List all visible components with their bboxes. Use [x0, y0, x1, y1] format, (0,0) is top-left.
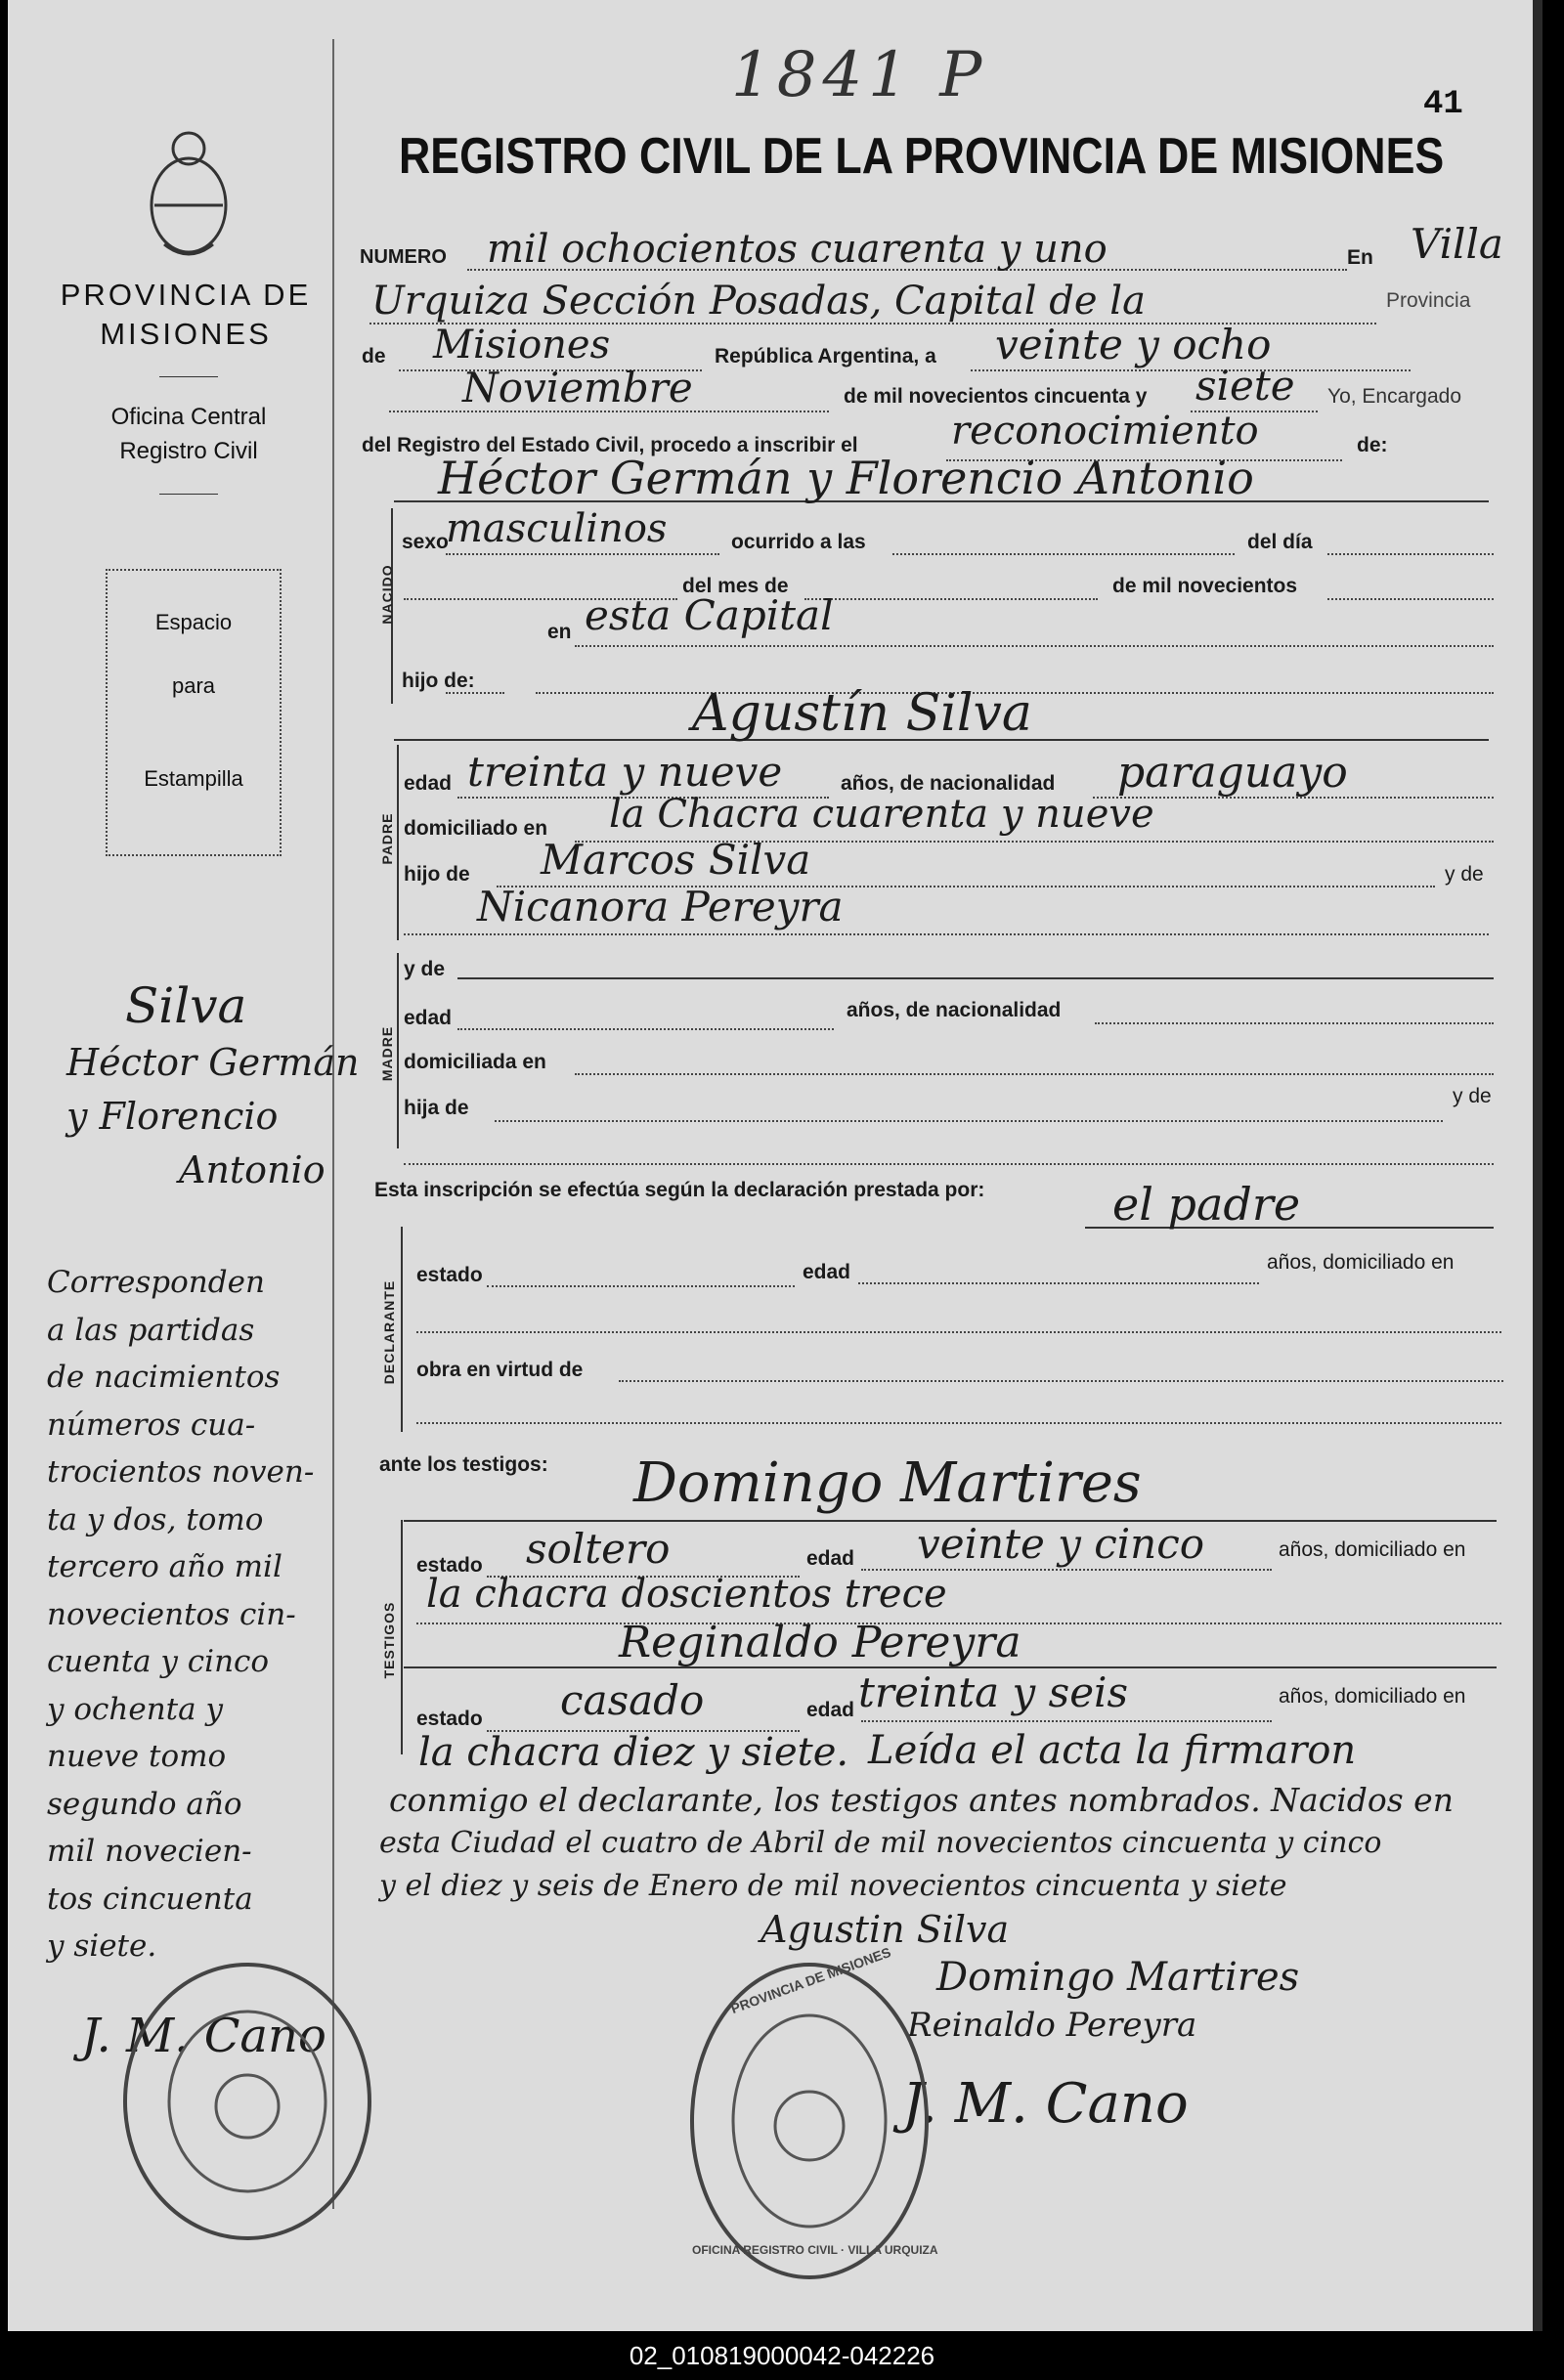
dotted-line — [892, 553, 1235, 555]
section-padre-label: PADRE — [379, 812, 395, 865]
hijo-de-label: hijo de: — [402, 670, 475, 692]
dotted-line — [487, 1285, 795, 1287]
anio-value: siete — [1195, 362, 1295, 410]
edad-label: edad — [404, 772, 453, 795]
obra-label: obra en virtud de — [416, 1359, 584, 1381]
province-label: PROVINCIA DE MISIONES — [60, 278, 312, 351]
lugar-nac-value: esta Capital — [585, 591, 834, 639]
de-mil-nov-label: de mil novecientos — [1112, 575, 1298, 597]
mes-value: Noviembre — [462, 364, 693, 411]
dotted-line — [404, 1163, 1494, 1165]
margin-note-line: cuenta y cinco — [47, 1644, 270, 1679]
hijo-de2-label: hijo de — [404, 863, 470, 886]
acto-value: reconocimiento — [951, 409, 1259, 454]
nombre-value: Héctor Germán y Florencio Antonio — [438, 452, 1254, 504]
archive-number: 1841 P — [731, 39, 988, 111]
cierre-line-4: y el diez y seis de Enero de mil novecientos cincuenta y siete — [379, 1869, 1287, 1903]
testigo2-edad-value: treinta y seis — [858, 1668, 1129, 1716]
section-testigos-label: TESTIGOS — [381, 1601, 397, 1679]
cierre-line-2: conmigo el declarante, los testigos antes nombrados. Nacidos en — [389, 1781, 1454, 1819]
coat-of-arms-icon — [135, 127, 242, 264]
en-label: En — [1347, 246, 1373, 269]
estado-label: estado — [416, 1264, 483, 1286]
cierre-line-3: esta Ciudad el cuatro de Abril de mil novecientos cincuenta y cinco — [379, 1826, 1382, 1860]
margin-note-line: mil novecien- — [47, 1834, 252, 1869]
sexo-value: masculinos — [446, 506, 668, 551]
page-number: 41 — [1423, 86, 1463, 123]
dotted-line — [804, 598, 1098, 600]
madre-edad-label: edad — [404, 1007, 453, 1029]
del-registro-label: del Registro del Estado Civil, procedo a inscribir el — [362, 434, 858, 456]
divider — [159, 376, 218, 377]
de-colon-label: de: — [1357, 434, 1388, 456]
padre-hijo-de-value: Marcos Silva — [541, 836, 811, 884]
dotted-line — [575, 645, 1494, 647]
divider — [159, 494, 218, 495]
document-code: 02_010819000042-042226 — [0, 2331, 1564, 2380]
padre-madre-value: Nicanora Pereyra — [477, 883, 844, 930]
t1-estado-label: estado — [416, 1554, 483, 1577]
declarante-value: el padre — [1112, 1178, 1301, 1231]
section-declarante-label: DECLARANTE — [381, 1279, 397, 1385]
republica-label: República Argentina, a — [715, 345, 936, 368]
firma-padre: Agustin Silva — [760, 1908, 1010, 1951]
testigo1-dom-value: la chacra doscientos trece — [426, 1572, 947, 1617]
t2-anos-domiciliado-label: años, domiciliado en — [1279, 1685, 1466, 1708]
yo-encargado-label: Yo, Encargado — [1327, 385, 1462, 408]
padre-dom-value: la Chacra cuarenta y nueve — [609, 792, 1154, 837]
testigo1-estado-value: soltero — [526, 1525, 671, 1573]
lugar-value-2: Urquiza Sección Posadas, Capital de la — [371, 279, 1146, 324]
document-page — [8, 0, 1542, 2331]
margin-note-line: tos cincuenta — [47, 1881, 253, 1917]
dotted-line — [575, 1073, 1494, 1075]
margin-note-line: ta y dos, tomo — [47, 1501, 264, 1537]
margin-note-line: tercero año mil — [47, 1549, 282, 1584]
margin-note-line: y ochenta y — [47, 1691, 223, 1727]
firma-testigo2: Reinaldo Pereyra — [907, 2006, 1197, 2045]
testigo1-edad-value: veinte y cinco — [917, 1520, 1205, 1568]
dotted-line — [446, 692, 504, 694]
official-seal-left-icon — [115, 1955, 379, 2248]
ocurrido-label: ocurrido a las — [731, 531, 866, 553]
provincia-label: Provincia — [1386, 289, 1471, 312]
numero-label: NUMERO — [360, 246, 447, 268]
margin-note-line: de nacimientos — [47, 1360, 281, 1395]
testigo2-estado-value: casado — [560, 1676, 705, 1724]
testigo1-value: Domingo Martires — [633, 1451, 1142, 1515]
decl-anos-domiciliado-label: años, domiciliado en — [1267, 1251, 1455, 1274]
margin-name-line: Antonio — [179, 1148, 326, 1191]
numero-value: mil ochocientos cuarenta y uno — [487, 227, 1108, 272]
inscripcion-label: Esta inscripción se efectúa según la declaración prestada por: — [374, 1179, 985, 1201]
section-madre-label: MADRE — [379, 1025, 395, 1082]
t1-anos-domiciliado-label: años, domiciliado en — [1279, 1538, 1466, 1561]
dotted-line — [495, 1120, 1443, 1122]
padre-nac-value: paraguayo — [1117, 748, 1348, 798]
t2-estado-label: estado — [416, 1708, 483, 1730]
madre-y-de-label: y de — [404, 958, 446, 980]
dotted-line — [457, 1028, 834, 1030]
margin-surname: Silva — [125, 977, 247, 1034]
del-dia-label: del día — [1247, 531, 1313, 553]
divider — [397, 953, 399, 1148]
lugar-value: Villa — [1411, 220, 1503, 268]
domiciliado-en-label: domiciliado en — [404, 817, 548, 840]
stamp-box-line: Estampilla — [144, 766, 243, 791]
seal-text-bottom: OFICINA REGISTRO CIVIL · VILLA URQUIZA — [692, 2243, 938, 2257]
dotted-line — [416, 1422, 1501, 1424]
testigo2-value: Reginaldo Pereyra — [619, 1618, 1021, 1667]
padre-edad-value: treinta y nueve — [467, 748, 783, 796]
dotted-line — [404, 933, 1489, 935]
office-line2: Registro Civil — [119, 438, 258, 464]
madre-y-de-2-label: y de — [1453, 1085, 1492, 1107]
sexo-label: sexo — [402, 531, 449, 553]
margin-note-line: nueve tomo — [47, 1739, 227, 1774]
cierre-line-1: Leída el acta la firmaron — [868, 1728, 1357, 1773]
margin-note — [47, 1259, 340, 1970]
y-de-label: y de — [1445, 863, 1484, 886]
office-line1: Oficina Central — [110, 404, 267, 430]
section-nacido-label: NACIDO — [379, 564, 395, 625]
firma-oficial-right: J. M. Cano — [902, 2072, 1189, 2136]
dotted-line — [858, 1282, 1259, 1284]
padre-nombre-value: Agustín Silva — [692, 684, 1032, 743]
dotted-line — [1327, 598, 1494, 600]
madre-anos-nac-label: años, de nacionalidad — [847, 999, 1062, 1021]
del-mes-label: del mes de — [682, 575, 789, 597]
dotted-line — [861, 1720, 1272, 1722]
margin-name-line: y Florencio — [66, 1095, 279, 1138]
page-title: REGISTRO CIVIL DE LA PROVINCIA DE MISIONES — [399, 128, 1445, 185]
seal-text-top: PROVINCIA DE MISIONES — [728, 1943, 893, 2017]
dia-value: veinte y ocho — [995, 321, 1272, 368]
margin-note-line: novecientos cin- — [47, 1596, 296, 1632]
testigos-label: ante los testigos: — [379, 1453, 548, 1476]
de-mil-label: de mil novecientos cincuenta y — [844, 385, 1148, 408]
divider — [397, 745, 399, 940]
stamp-box-line: Espacio — [154, 610, 233, 634]
margin-name-line: Héctor Germán — [66, 1041, 360, 1084]
official-seal-right-icon — [682, 1955, 936, 2287]
firma-testigo1: Domingo Martires — [936, 1955, 1300, 2000]
stamp-box — [106, 569, 282, 856]
margin-note-line: y siete. — [47, 1928, 157, 1964]
dotted-line — [446, 553, 719, 555]
domiciliada-en-label: domiciliada en — [404, 1051, 546, 1073]
margin-note-line: a las partidas — [47, 1312, 255, 1348]
dotted-line — [1095, 1022, 1494, 1024]
dotted-line — [619, 1380, 1503, 1382]
firma-oficial-left: J. M. Cano — [81, 2009, 326, 2063]
hija-de-label: hija de — [404, 1097, 469, 1119]
divider — [401, 1227, 403, 1432]
margin-note-line: segundo año — [47, 1786, 242, 1822]
margin-note-line: Corresponden — [47, 1265, 265, 1300]
dotted-line — [971, 369, 1411, 371]
dotted-line — [861, 1569, 1272, 1571]
divider — [401, 1520, 403, 1754]
margin-note-line: trocientos noven- — [47, 1454, 315, 1490]
testigo2-dom-value: la chacra diez y siete. — [418, 1730, 849, 1775]
divider — [457, 977, 1494, 979]
anos-nac-label: años, de nacionalidad — [841, 772, 1056, 795]
dotted-line — [1327, 553, 1494, 555]
en-lower-label: en — [547, 621, 572, 643]
t1-edad-label: edad — [806, 1547, 855, 1570]
margin-note-line: números cua- — [47, 1406, 256, 1443]
provincia-value: Misiones — [433, 323, 611, 368]
decl-edad-label: edad — [803, 1261, 851, 1283]
de-label: de — [362, 345, 386, 368]
dotted-line — [416, 1331, 1501, 1333]
stamp-box-line: para — [171, 673, 216, 698]
t2-edad-label: edad — [806, 1699, 855, 1721]
